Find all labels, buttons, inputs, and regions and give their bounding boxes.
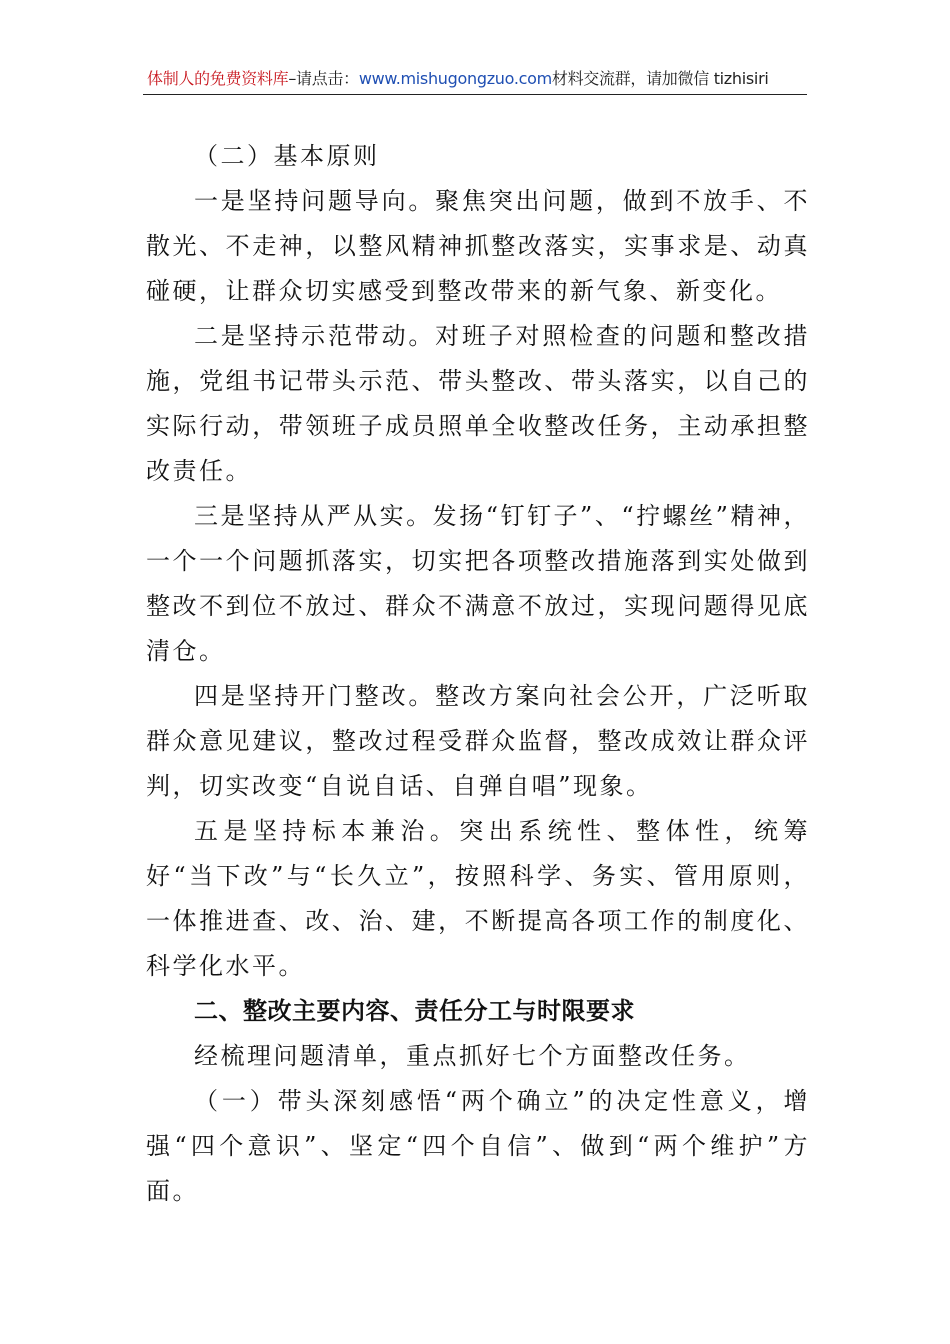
section-heading: （二）基本原则 — [194, 142, 380, 170]
header-banner — [147, 66, 807, 92]
item-1-heading: （一）带头深刻感悟“两个确立”的决定性意义，增强“四个意识”、坚定“四个自信”、做到“两个维护”方面。 — [146, 1087, 810, 1205]
principle-paragraph-4: 四是坚持开门整改。整改方案向社会公开，广泛听取群众意见建议，整改过程受群众监督，整改成效让群众评判，切实改变“自说自话、自弹自唱”现象。 — [146, 682, 810, 800]
principle-paragraph-2: 二是坚持示范带动。对班子对照检查的问题和整改措施，党组书记带头示范、带头整改、带头落实，以自己的实际行动，带领班子成员照单全收整改任务，主动承担整改责任。 — [146, 322, 810, 485]
chapter-heading: 二、整改主要内容、责任分工与时限要求 — [194, 997, 635, 1025]
click-prompt: –请点击： — [288, 69, 359, 88]
document-body — [146, 134, 810, 1214]
chapter-intro: 经梳理问题清单，重点抓好七个方面整改任务。 — [194, 1042, 751, 1070]
site-name: 体制人的免费资料库 — [147, 69, 289, 88]
principle-paragraph-3: 三是坚持从严从实。发扬“钉钉子”、“拧螺丝”精神，一个一个问题抓落实，切实把各项整改措施落到实处做到整改不到位不放过、群众不满意不放过，实现问题得见底清仓。 — [146, 502, 810, 665]
site-url-link[interactable]: www.mishugongzuo.com — [358, 69, 552, 88]
principle-paragraph-5: 五是坚持标本兼治。突出系统性、整体性，统筹好“当下改”与“长久立”，按照科学、务实、管用原则，一体推进查、改、治、建，不断提高各项工作的制度化、科学化水平。 — [146, 817, 810, 980]
principle-paragraph-1: 一是坚持问题导向。聚焦突出问题，做到不放手、不散光、不走神，以整风精神抓整改落实，实事求是、动真碰硬，让群众切实感受到整改带来的新气象、新变化。 — [146, 187, 810, 305]
wechat-note: 材料交流群，请加微信 tizhisiri — [551, 69, 769, 88]
header-divider — [143, 94, 807, 95]
